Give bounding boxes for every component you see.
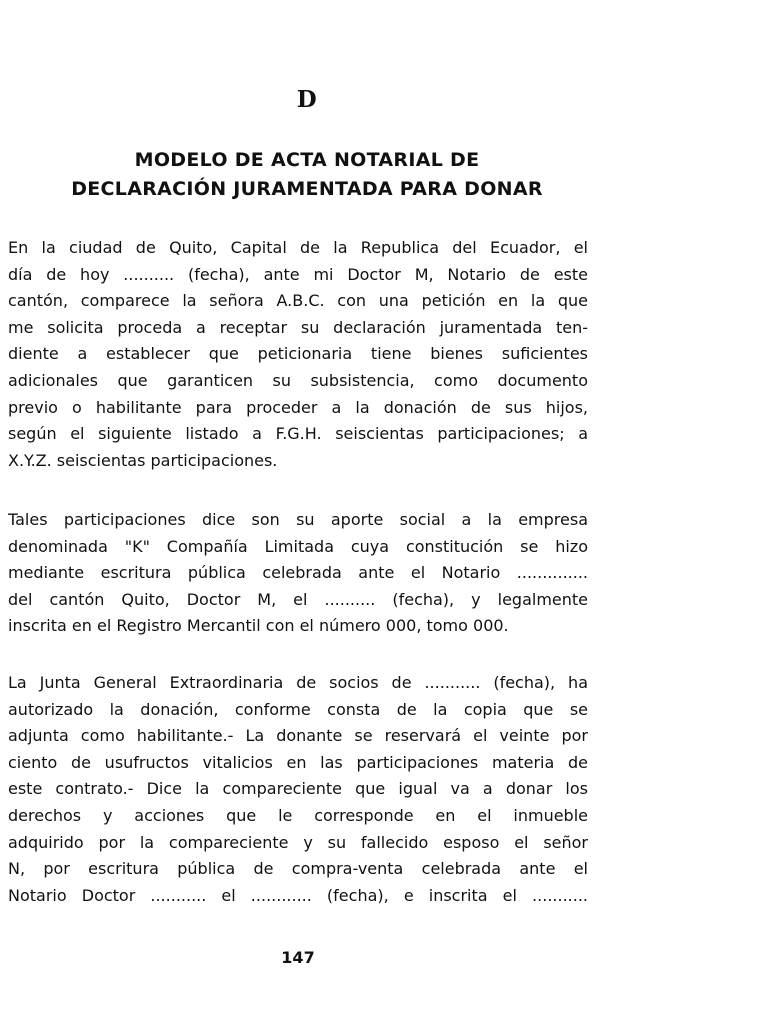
paragraph-2: [8, 507, 588, 640]
paragraph-1: [8, 235, 588, 474]
paragraph-line: Tales participaciones dice son su aporte social a la empresa: [8, 510, 588, 529]
paragraph-line: diente a establecer que peticionaria tiene bienes suficientes: [8, 344, 588, 364]
paragraph-line: denominada "K" Compañía Limitada cuya constitución se hizo: [8, 536, 588, 556]
paragraph-line: mediante escritura pública celebrada ante el Notario ..............: [8, 563, 588, 583]
paragraph-line: me solicita proceda a receptar su declaración juramentada ten-: [8, 317, 588, 337]
paragraph-3: [8, 670, 588, 909]
paragraph-line: X.Y.Z. seiscientas participaciones.: [8, 450, 278, 470]
section-letter: D: [296, 86, 318, 113]
paragraph-line: del cantón Quito, Doctor M, el .......... (fecha), y legalmente: [8, 589, 588, 609]
paragraph-line: día de hoy .......... (fecha), ante mi Doctor M, Notario de este: [8, 264, 588, 284]
paragraph-line: En la ciudad de Quito, Capital de la Republica del Ecuador, el: [8, 238, 588, 257]
page-number: 147: [281, 948, 315, 967]
paragraph-line: derechos y acciones que le corresponde en el inmueble: [8, 805, 588, 825]
title-line-2: DECLARACIÓN JURAMENTADA PARA DONAR: [71, 178, 543, 200]
paragraph-line: N, por escritura pública de compra-venta celebrada ante el: [8, 859, 588, 879]
paragraph-line: ciento de usufructos vitalicios en las participaciones materia de: [8, 752, 588, 772]
paragraph-line: adquirido por la compareciente y su fallecido esposo el señor: [8, 832, 588, 852]
paragraph-line: inscrita en el Registro Mercantil con el número 000, tomo 000.: [8, 616, 509, 636]
paragraph-line: previo o habilitante para proceder a la donación de sus hijos,: [8, 397, 588, 417]
paragraph-line: autorizado la donación, conforme consta de la copia que se: [8, 699, 588, 719]
paragraph-line: según el siguiente listado a F.G.H. seiscientas participaciones; a: [8, 424, 588, 444]
paragraph-line: adjunta como habilitante.- La donante se reservará el veinte por: [8, 726, 588, 746]
paragraph-line: Notario Doctor ........... el ............ (fecha), e inscrita el ...........: [8, 885, 588, 905]
document-title: [0, 146, 614, 204]
paragraph-line: La Junta General Extraordinaria de socios de ........... (fecha), ha: [8, 673, 588, 692]
paragraph-line: adicionales que garanticen su subsistencia, como documento: [8, 370, 588, 390]
title-line-1: MODELO DE ACTA NOTARIAL DE: [134, 149, 480, 171]
paragraph-line: cantón, comparece la señora A.B.C. con una petición en la que: [8, 291, 588, 311]
paragraph-line: este contrato.- Dice la compareciente que igual va a donar los: [8, 779, 588, 799]
